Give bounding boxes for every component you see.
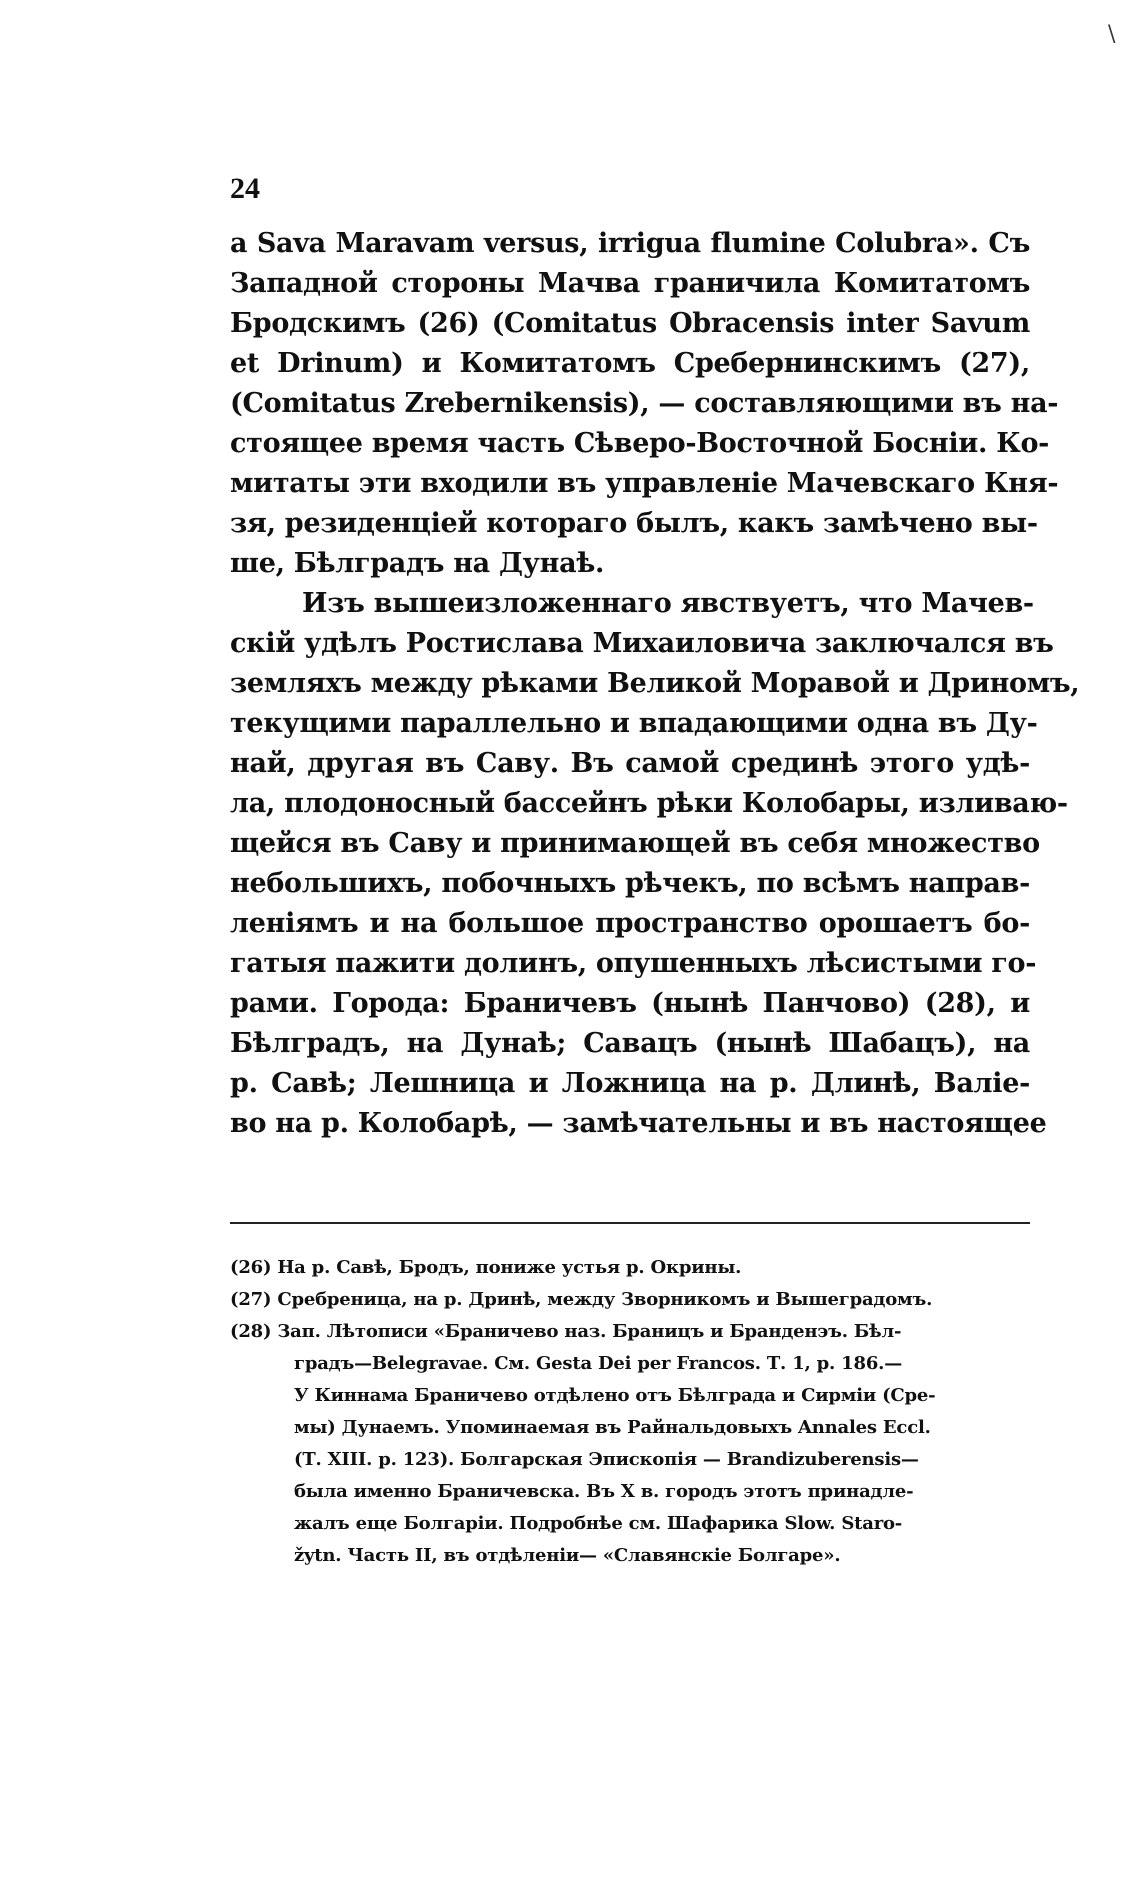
footnote-line: žytn. Часть II, въ отдѣленіи— «Славянскіе Болгаре». bbox=[294, 1545, 841, 1566]
text-line: ла, плодоносный бассейнъ рѣки Колобары, изливаю- bbox=[230, 788, 1068, 819]
text-line: небольшихъ, побочныхъ рѣчекъ, по всѣмъ направ- bbox=[230, 868, 1030, 899]
text-line: Изъ вышеизложеннаго явствуетъ, что Мачев- bbox=[302, 588, 1034, 619]
page-number: 24 bbox=[230, 172, 260, 205]
footnote-line: (26) На р. Савѣ, Бродъ, пониже устья р. Окрины. bbox=[230, 1257, 742, 1278]
text-line: скій удѣлъ Ростислава Михаиловича заключался въ bbox=[230, 628, 1054, 659]
text-line: ше, Бѣлградъ на Дунаѣ. bbox=[230, 548, 605, 579]
footnote-line: (Т. XIII. р. 123). Болгарская Эпископія — Brandizuberensis— bbox=[294, 1449, 919, 1470]
main-text bbox=[230, 224, 1080, 1144]
text-line: Западной стороны Мачва граничила Комитатомъ bbox=[230, 268, 1030, 299]
text-line: най, другая въ Саву. Въ самой срединѣ этого удѣ- bbox=[230, 748, 1030, 779]
text-line: et Drinum) и Комитатомъ Сребернинскимъ (27), bbox=[230, 348, 1030, 379]
footnote-line: была именно Браничевска. Въ X в. городъ этотъ принадле- bbox=[294, 1481, 914, 1502]
text-line: a Sava Maravam versus, irrigua flumine Colubra». Съ bbox=[230, 228, 1030, 259]
text-line: во на р. Колобарѣ, — замѣчательны и въ настоящее bbox=[230, 1108, 1047, 1139]
footnotes bbox=[230, 1252, 1030, 1572]
text-line: текущими параллельно и впадающими одна въ Ду- bbox=[230, 708, 1038, 739]
footnote-line: градъ—Belegravae. См. Gesta Dei per Francos. Т. 1, р. 186.— bbox=[294, 1353, 903, 1374]
text-line: стоящее время часть Сѣверо-Восточной Босніи. Ко- bbox=[230, 428, 1050, 459]
text-line: земляхъ между рѣками Великой Моравой и Дриномъ, bbox=[230, 668, 1080, 699]
footnote-line: жалъ еще Болгаріи. Подробнѣе см. Шафарика Slow. Staro- bbox=[294, 1513, 903, 1534]
text-line: Бѣлградъ, на Дунаѣ; Савацъ (нынѣ Шабацъ), на bbox=[230, 1028, 1030, 1059]
footnote-line: мы) Дунаемъ. Упоминаемая въ Райнальдовыхъ Annales Eccl. bbox=[294, 1417, 931, 1438]
text-line: Бродскимъ (26) (Comitatus Obracensis inter Savum bbox=[230, 308, 1030, 339]
footnote-separator bbox=[230, 1222, 1030, 1224]
text-line: рами. Города: Браничевъ (нынѣ Панчово) (28), и bbox=[230, 988, 1030, 1019]
footnote-line: У Киннама Браничево отдѣлено отъ Бѣлграда и Сирміи (Сре- bbox=[294, 1385, 936, 1406]
footnote-line: (28) Зап. Лѣтописи «Браничево наз. Браницъ и Бранденэъ. Бѣл- bbox=[230, 1321, 902, 1342]
text-line: леніямъ и на большое пространство орошаетъ бо- bbox=[230, 908, 1030, 939]
text-line: р. Савѣ; Лешница и Ложница на р. Длинѣ, Валіе- bbox=[230, 1068, 1030, 1099]
text-line: гатыя пажити долинъ, опушенныхъ лѣсистыми го- bbox=[230, 948, 1037, 979]
text-line: щейся въ Саву и принимающей въ себя множество bbox=[230, 828, 1040, 859]
text-line: зя, резиденціей котораго былъ, какъ замѣчено вы- bbox=[230, 508, 1038, 539]
text-line: митаты эти входили въ управленіе Мачевскаго Кня- bbox=[230, 468, 1059, 499]
footnote-line: (27) Сребреница, на р. Дринѣ, между Зворникомъ и Вышеградомъ. bbox=[230, 1289, 933, 1310]
text-line: (Comitatus Zrebernikensis), — составляющими въ на- bbox=[230, 388, 1059, 419]
page-edge-mark: \ bbox=[1108, 22, 1116, 47]
